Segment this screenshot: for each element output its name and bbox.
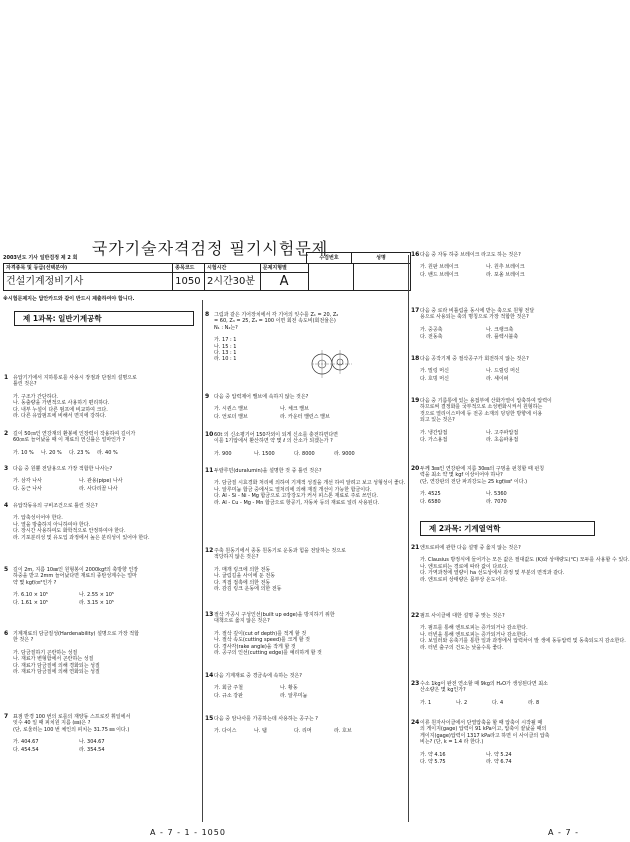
question-12 — [205, 548, 405, 592]
question-18 — [411, 356, 595, 382]
option[interactable]: 다. 전동축 — [420, 334, 443, 341]
option[interactable]: 다. 가스용접 — [420, 437, 448, 444]
question-text: 다음 중 압력제어 밸브에 속하지 않는 것은? — [214, 394, 309, 400]
question-21 — [411, 544, 630, 583]
option[interactable]: 나. 탭 — [254, 728, 267, 735]
option[interactable]: 가. 시퀀스 밸브 — [214, 406, 248, 413]
option[interactable]: 가. 냉간압접 — [420, 429, 448, 436]
option[interactable]: 나. 크랭크축 — [486, 326, 514, 333]
question-text: 유압작동유의 구비조건으로 틀린 것은? — [13, 503, 98, 509]
option[interactable]: 다. 밴드 브레이크 — [420, 271, 459, 278]
option[interactable]: 나. 약 5.24 — [486, 751, 512, 758]
question-22 — [411, 612, 626, 651]
option[interactable]: 가. 삼각 나사 — [13, 478, 42, 485]
option[interactable]: 가. 900 — [214, 450, 232, 457]
question-text: 다음 중 로라 비틀림을 동시에 받는 축으로 원형 전달 용으로 사용되는 축의 명칭으로 가장 적합한 것은? — [420, 308, 535, 321]
question-13 — [205, 612, 405, 656]
question-text: 다음 중 자동 하중 브레이크 라고도 하는 것은? — [420, 252, 521, 258]
option[interactable]: 나. 관용(pipe) 나사 — [79, 478, 123, 485]
option[interactable]: 다. 23 % — [69, 449, 90, 456]
option[interactable]: 가. 4525 — [420, 491, 441, 498]
question-text: 다음 중 원뿔 전달용으로 가장 적합한 나사는? — [13, 466, 113, 472]
option[interactable]: 가. 10 % — [13, 449, 34, 456]
question-number: 15 — [205, 715, 214, 722]
option[interactable]: 나. 드릴링 머신 — [486, 368, 520, 375]
option[interactable]: 다. 경사각(rake angle)을 작게 할 것 — [214, 643, 296, 650]
question-text: 두께 3㎜인 연강판에 지름 30㎜의 구멍을 펀칭할 때 펀칭 력을 최소 약 몇 kgf 이상이어야 하나? (단, 연강판의 전단 파괴강도는 25 kgf/㎜² 이다.) — [420, 466, 545, 485]
option[interactable]: 다. 내부 누설이 다른 펌프에 비교하여 크다. — [13, 406, 108, 413]
page-footer-code-right: A - 7 - — [548, 828, 579, 837]
question-number: 12 — [205, 547, 214, 554]
option[interactable]: 라. 354.54 — [79, 746, 105, 753]
question-number: 16 — [411, 251, 420, 258]
question-number: 17 — [411, 307, 420, 314]
option[interactable]: 라. 40 % — [97, 449, 118, 456]
option[interactable]: 다. 둥근 나사 — [13, 485, 42, 492]
option[interactable]: 가. 다이스 — [214, 728, 237, 735]
question-number: 21 — [411, 544, 420, 551]
question-text: 60t 의 신소평기어 150각외이 되게 신소를 충전하면다면 이를 1기압에서 환산하면 약 몇 ℓ 의 산소가 되겠는가 ? — [214, 432, 339, 445]
option[interactable]: 가. 절삭 깊이(cut of depth)를 적게 할 것 — [214, 630, 307, 637]
type-label: 문제지형별 — [261, 264, 308, 273]
name-box[interactable] — [354, 264, 410, 290]
question-number: 22 — [411, 612, 420, 619]
type-cell — [261, 264, 309, 290]
time-cell — [205, 264, 261, 290]
question-8 — [205, 312, 405, 363]
option[interactable]: 라. 사다리꼴 나사 — [79, 485, 118, 492]
option[interactable]: 라. 셰이퍼 — [486, 375, 509, 382]
option[interactable]: 가. 17 : 1 — [214, 337, 237, 344]
option[interactable]: 나. 터빈을 통해 엔트로피는 증가되거나 감소한다. — [420, 631, 528, 638]
option[interactable]: 다. 6580 — [420, 498, 441, 505]
option[interactable]: 가. 매개 링크에 의한 전동 — [214, 566, 271, 573]
question-number: 10 — [205, 431, 214, 438]
time-value: 2시간30분 — [207, 276, 256, 287]
question-number: 13 — [205, 611, 214, 618]
question-text: 수소 1kg이 완전 연소할 때 9kg의 H₂O가 생성된다면 최소 산소량은 몇 kg인가? — [420, 681, 548, 694]
option[interactable]: 라. 엔트로피 상태량은 몸부상 온도이다. — [420, 576, 507, 583]
question-text: 표점 반경 100 번의 로를의 재양동 스프로킷 휘일에서 잇수 40 일 때 피치원 지름 (㎜)은 ? (단, 로울러는 100 번 체인의 피치는 31.75 ㎜ 이다.) — [13, 714, 131, 733]
option[interactable]: 가. 404.67 — [13, 739, 39, 746]
option[interactable]: 다. 리머 — [294, 728, 312, 735]
submission-notice: ※시험문제지는 답안카드와 같이 반드시 제출하여야 합니다. — [3, 296, 135, 302]
option[interactable]: 다. 1.61 × 10⁵ — [13, 599, 48, 606]
subject-value: 건설기계정비기사 — [6, 276, 84, 287]
question-text: 두랄루민(duralumin)을 설명한 것 중 틀린 것은? — [214, 468, 322, 474]
option[interactable]: 라. 기포분리성 및 유도입 과정에서 높은 분리성이 있어야 한다. — [13, 534, 150, 541]
question-11 — [205, 468, 405, 506]
option[interactable]: 다. 장시간 사용하여도 화학적으로 안정하여야 한다. — [13, 528, 126, 535]
question-3 — [4, 466, 199, 492]
option[interactable]: 나. 5360 — [486, 491, 507, 498]
option[interactable]: 나. 20 % — [41, 449, 62, 456]
option[interactable]: 나. 원추 브레이크 — [486, 264, 525, 271]
question-number: 3 — [4, 465, 9, 472]
question-20 — [411, 466, 595, 505]
option[interactable]: 가. 펌프를 통해 엔트로피는 증가되거나 감소한다. — [420, 625, 528, 632]
option[interactable]: 다. 4 — [492, 699, 504, 706]
option[interactable]: 가. 중공축 — [420, 326, 443, 333]
option[interactable]: 라. 8 — [528, 699, 540, 706]
option[interactable]: 다. 가역과정에 열량이 ha 선도상에서 과정 및 부분의 면적과 같다. — [420, 570, 565, 577]
option[interactable]: 가. 원판 브레이크 — [420, 264, 459, 271]
subject-label: 자격종목 및 등급(선택분야) — [4, 264, 172, 273]
option[interactable]: 다. 8000 — [294, 450, 315, 457]
option[interactable]: 가. 약 4.16 — [420, 751, 446, 758]
option[interactable]: 다. 13 : 1 — [214, 350, 237, 357]
option[interactable]: 라. 약 6.74 — [486, 759, 512, 766]
option[interactable]: 다. 약 5.75 — [420, 759, 446, 766]
question-text: 길이 2m, 지름 10㎜인 원형봉이 2000kgf의 축방향 인장 하중을 받고 2mm 늘어났다면 재료의 종탄성계수는 얼마 약 몇 kgf/㎝²인가 ? — [13, 567, 139, 586]
option[interactable]: 나. 체크 밸브 — [280, 406, 309, 413]
exam-info-table — [3, 263, 411, 291]
time-label: 시험시간 — [205, 264, 260, 273]
option[interactable]: 나. 304.67 — [79, 739, 105, 746]
candidate-no-label: 수검번호 — [306, 252, 352, 264]
question-16 — [411, 252, 595, 278]
option[interactable]: 가. 압축성이어야 한다. — [13, 515, 63, 522]
option[interactable]: 나. 절삭 속도(cutting speed)를 크게 할 것 — [214, 637, 311, 644]
question-number: 19 — [411, 397, 420, 404]
question-text: 엔트로피에 관한 다음 설명 중 옳지 않는 것은? — [420, 545, 521, 551]
option[interactable]: 나. 엔트로피는 경로에 따라 값이 다르다. — [420, 563, 509, 570]
page-footer-code: A - 7 - 1 - 1050 — [150, 828, 226, 837]
code-label: 종목코드 — [173, 264, 204, 273]
section-2-title: 제 2과목: 기계열역학 — [420, 521, 595, 536]
option[interactable]: 나. 고주파압접 — [486, 429, 519, 436]
option[interactable]: 나. 1500 — [254, 450, 275, 457]
question-number: 6 — [4, 630, 9, 637]
option[interactable]: 가. 구조가 간단하다. — [13, 393, 58, 400]
option[interactable]: 라. 10 : 1 — [214, 356, 237, 363]
page-title: 국가기술자격검정 필기시험문제 — [91, 239, 329, 258]
option[interactable]: 라. 터빈 출구의 건도는 낮을수록 좋다. — [420, 644, 504, 651]
question-2 — [4, 431, 199, 456]
candidate-no-box[interactable] — [309, 264, 355, 290]
option[interactable]: 라. 재료가 담금질에 의해 연화되는 성질 — [13, 669, 100, 676]
column-divider — [408, 255, 409, 822]
option[interactable]: 나. 열을 방출하지 아니하여야 한다. — [13, 521, 91, 528]
question-24 — [411, 720, 595, 765]
exam-year: 2003년도 기사 일반검정 제 2 회 — [3, 255, 78, 261]
type-value: A — [279, 274, 289, 289]
option[interactable]: 다. 재료가 담금질에 의해 경화되는 성질 — [13, 662, 100, 669]
option[interactable]: 나. 황동 — [280, 685, 298, 692]
question-number: 1 — [4, 374, 9, 381]
question-number: 2 — [4, 430, 9, 437]
option[interactable]: 다. 언로더 밸브 — [214, 413, 248, 420]
subject-cell — [4, 264, 173, 290]
question-number: 9 — [205, 393, 210, 400]
option[interactable]: 다. 규소 강판 — [214, 692, 243, 699]
question-text: 다음 공작기계 중 절삭공구가 회전하지 않는 것은? — [420, 356, 529, 362]
question-5 — [4, 567, 199, 606]
question-text: 다음 중 기름통에 있는 용접부에 산화가열이 압축하여 압력이 하므로써 결정화를 국부적으로 소성변화시켜서 원형하는 것으로 열리이스미에 등 전공 소재의 딩딩한 방향에 이용 되고 있는 것은? — [420, 398, 552, 424]
option[interactable]: 라. 포올 브레이크 — [486, 271, 525, 278]
option[interactable]: 가. Clausius 방정식에 들어가는 모든 값은 절대값도 (K)와 상태량도(℃) 모두를 사용할 수 있다. — [420, 557, 630, 564]
option[interactable]: 가. 담금질 시효경화 처리에 의하여 기계적 성질을 개선 하여 알려고 보고 성형성이 좋다. — [214, 480, 406, 487]
question-number: 23 — [411, 680, 420, 687]
option[interactable]: 나. 2.55 × 10⁵ — [79, 592, 114, 599]
question-9 — [205, 394, 405, 420]
option[interactable]: 다. 보일러와 응축기를 통한 일과 과정에서 압력차이 발 생에 동등압력 및 동축되도지 감소한다. — [420, 638, 626, 645]
question-4 — [4, 503, 199, 541]
option[interactable]: 가. 밀링 머신 — [420, 368, 449, 375]
option[interactable]: 가. 6.10 × 10⁵ — [13, 592, 48, 599]
question-number: 14 — [205, 672, 214, 679]
question-19 — [411, 398, 595, 443]
question-14 — [205, 673, 405, 699]
question-text: 다음 기계재료 중 경금속에 속하는 것은? — [214, 673, 302, 679]
question-text: 이류 원자사이클에서 단열압축을 할 때 압축이 시작될 때 의 게이지(gage) 압력이 91 kPa이고, 압축이 끝났을 때의 게이지(gage)압력이 1317 kPa라고 하면 이 사이클의 압축 비는? (단, k = 1.4 라 한다.) — [420, 720, 550, 746]
option[interactable]: 다. 직접 접촉에 의한 전동 — [214, 579, 271, 586]
option[interactable]: 다. 454.54 — [13, 746, 39, 753]
question-text: 절삭 가공시 구성인선(built up edge)을 방지하기 위한 대책으로 옳지 않은 것은? — [214, 612, 335, 625]
question-text: 다음 중 암나사를 가공하는데 사용하는 공구는 ? — [214, 716, 318, 722]
option[interactable]: 라. 플렉시블축 — [486, 334, 519, 341]
question-number: 11 — [205, 467, 214, 474]
section-1-title: 제 1과목: 일반기계공학 — [14, 311, 194, 326]
option[interactable]: 가. 1 — [420, 699, 432, 706]
option[interactable]: 라. 감김 링크 운동에 의한 전동 — [214, 586, 282, 593]
question-text: 길이 50㎝인 연강재의 환봉에 인장력이 작용하여 길이가 60㎝로 늘어났을 때 이 재료의 연신률은 얼마인가 ? — [13, 431, 136, 444]
option[interactable]: 가. 회금 주철 — [214, 685, 243, 692]
code-value: 1050 — [175, 276, 201, 287]
option[interactable]: 나. 알루미늄 합금 중에서도 열처리에 의해 재질 개선이 가능한 합금이다. — [214, 486, 372, 493]
option[interactable]: 나. 2 — [456, 699, 468, 706]
option[interactable]: 라. 초음파용접 — [486, 437, 519, 444]
name-label: 성명 — [351, 252, 411, 264]
question-number: 4 — [4, 502, 9, 509]
question-23 — [411, 681, 595, 706]
question-number: 20 — [411, 465, 420, 472]
question-number: 24 — [411, 719, 420, 726]
option[interactable]: 나. 동출량을 가변적으로 사용하기 편리하다. — [13, 400, 110, 407]
question-number: 5 — [4, 566, 9, 573]
code-cell — [173, 264, 205, 290]
option[interactable]: 라. 알루미늄 — [280, 692, 308, 699]
question-number: 8 — [205, 311, 210, 318]
question-7 — [4, 714, 199, 753]
question-text: 유압기기에서 지하통로를 사용시 장점과 단점의 설명으로 틀린 것은? — [13, 375, 137, 388]
option[interactable]: 라. 다른 유압펌프에 비해서 면지에 강하다. — [13, 413, 107, 420]
option[interactable]: 라. Al - Cu - Mg - Mn 합금으로 항공기, 자동차 등의 재료로 널리 사용된다. — [214, 499, 380, 506]
option[interactable]: 가. 담금질하기 곤란하는 성질 — [13, 649, 78, 656]
question-text: 펌프 사이클에 대한 설명 중 맞는 것은? — [420, 613, 505, 619]
question-10 — [205, 432, 405, 457]
question-17 — [411, 308, 595, 341]
option[interactable]: 라. 3.15 × 10⁵ — [79, 599, 114, 606]
option[interactable]: 다. 호빙 머신 — [420, 375, 449, 382]
question-number: 18 — [411, 355, 420, 362]
question-6 — [4, 631, 199, 675]
option[interactable]: 라. 7070 — [486, 498, 507, 505]
question-text: 그림과 같은 기어장치에서 각 기어의 잇수를 Z₁ = 20, Z₂ = 60, Z₃ = 25, Z₄ = 100 이면 회전 속도비(회전율은) N₁ : N₄는? — [214, 312, 339, 331]
question-number: 7 — [4, 713, 9, 720]
option[interactable]: 라. 카운터 밸런스 밸브 — [280, 413, 330, 420]
option[interactable]: 라. 공구의 인선(cutting edge)를 예리하게 할 것 — [214, 650, 322, 657]
option[interactable]: 나. 굴림길을 사이에 둔 전동 — [214, 573, 276, 580]
option[interactable]: 라. 호브 — [334, 728, 352, 735]
question-text: 기계재료의 담금질성(Hardenability) 설명으로 가장 적합 한 것은 ? — [13, 631, 139, 644]
option[interactable]: 나. 15 : 1 — [214, 343, 237, 350]
option[interactable]: 나. 재료가 변형함에서 곤란하는 성질 — [13, 656, 94, 663]
option[interactable]: 다. Al - Si - Ni - Mg 합금으로 고강강도가 커서 피스톤 재료로 주로 쓰인다. — [214, 493, 378, 500]
question-text: 주축 원동기에서 종동 원동기로 운동과 힘을 전달하는 것으로 적당하지 않은 것은? — [214, 548, 346, 561]
question-15 — [205, 716, 405, 735]
question-1 — [4, 375, 199, 419]
column-divider — [202, 300, 203, 822]
option[interactable]: 라. 9000 — [334, 450, 355, 457]
